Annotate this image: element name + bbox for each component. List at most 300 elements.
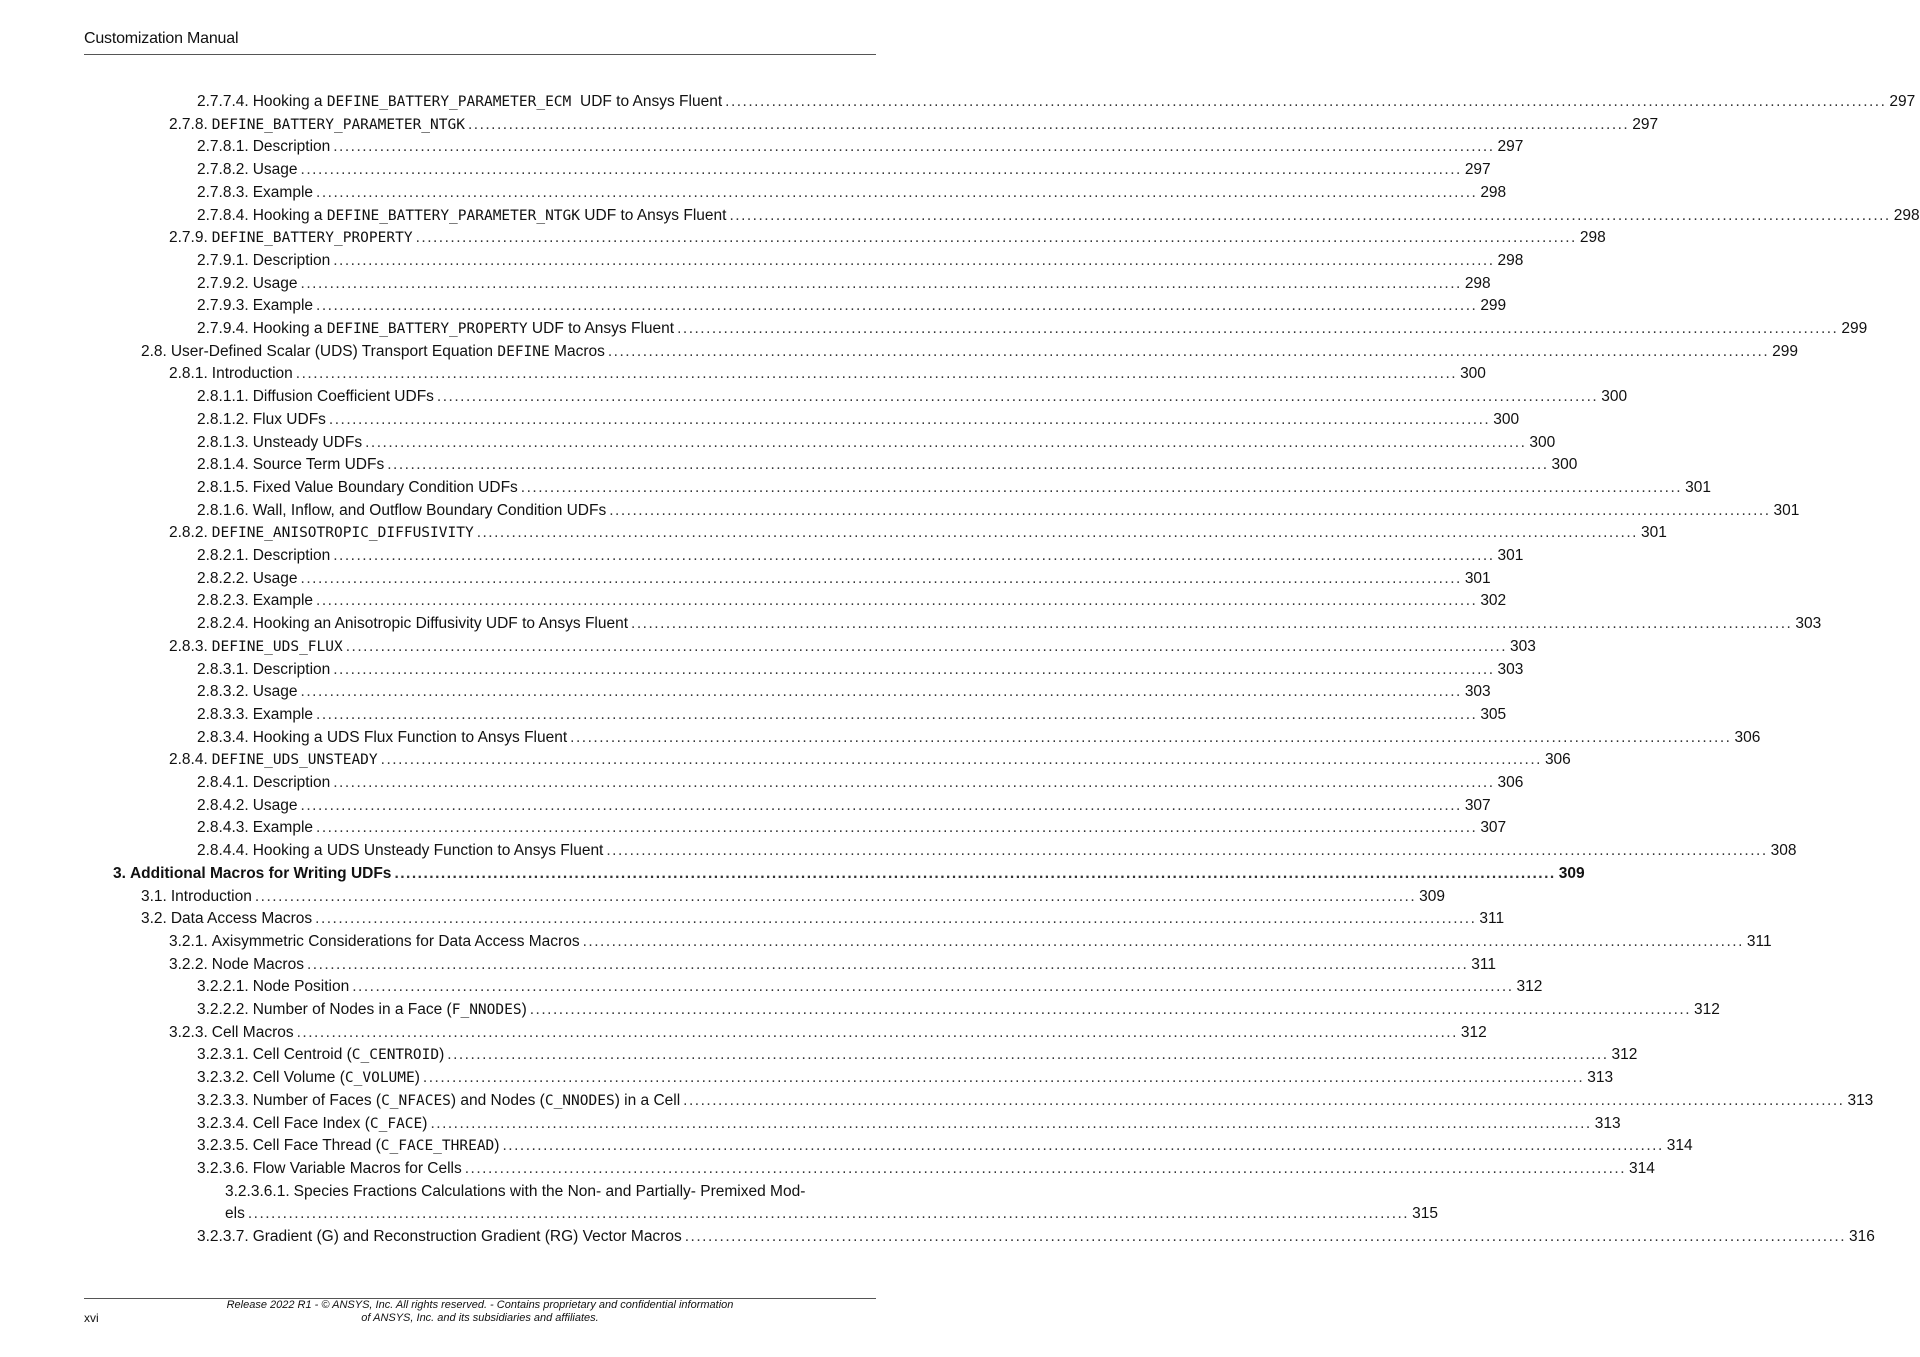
toc-entry[interactable] bbox=[0, 226, 1606, 249]
toc-entry-title bbox=[253, 998, 527, 1022]
toc-entry-number: 2.8.1. bbox=[169, 365, 208, 383]
title-text: Node Position bbox=[252, 978, 350, 996]
toc-page-number: 307 bbox=[1464, 796, 1491, 814]
title-text: User-Defined Scalar (UDS) Transport Equation bbox=[170, 342, 498, 360]
toc-entry[interactable] bbox=[0, 1225, 1875, 1248]
toc-entry[interactable] bbox=[0, 499, 1800, 522]
toc-page-number: 313 bbox=[1587, 1069, 1614, 1087]
toc-page-number: 300 bbox=[1493, 410, 1520, 428]
toc-page-number: 299 bbox=[1772, 342, 1799, 360]
toc-entry-number: 2.7.8.2. bbox=[197, 161, 249, 179]
toc-page-number: 303 bbox=[1464, 683, 1491, 701]
code-identifier: DEFINE_BATTERY_PARAMETER_ECM bbox=[326, 94, 580, 110]
title-text: UDF to Ansys Fluent bbox=[527, 320, 675, 337]
toc-entry-title bbox=[253, 771, 331, 794]
toc-page-number: 309 bbox=[1419, 887, 1446, 905]
copyright-line-2: of ANSYS, Inc. and its subsidiaries and affiliates. bbox=[361, 1312, 599, 1324]
toc-entry-title bbox=[212, 362, 293, 385]
toc-page-number: 306 bbox=[1497, 774, 1524, 791]
toc-entry[interactable] bbox=[0, 907, 1505, 930]
title-text: Hooking a bbox=[252, 320, 327, 337]
dot-leader: ........................................................................................................................................................................................................ bbox=[333, 547, 1495, 564]
toc-entry[interactable] bbox=[0, 294, 1507, 317]
dot-leader: ........................................................................................................................................................................................................ bbox=[316, 183, 1478, 201]
toc-entry-title bbox=[253, 135, 331, 158]
toc-entry[interactable] bbox=[0, 158, 1491, 181]
toc-page-number: 297 bbox=[1497, 138, 1524, 156]
toc-entry[interactable] bbox=[0, 658, 1524, 681]
toc-entry-number: 2.8.4. bbox=[169, 751, 208, 769]
toc-page-number: 316 bbox=[1849, 1228, 1875, 1245]
title-text: Additional Macros for Writing UDFs bbox=[129, 864, 392, 882]
dot-leader: ........................................................................................................................................................................................................ bbox=[380, 751, 1542, 769]
toc-entry-number: 3.2.3. bbox=[169, 1023, 208, 1041]
dot-leader: ........................................................................................................................................................................................................ bbox=[467, 115, 1630, 133]
toc-entry-number: 2.8.3. bbox=[169, 637, 208, 655]
dot-leader: ........................................................................................................................................................................................................ bbox=[352, 978, 1514, 996]
toc-entry[interactable] bbox=[0, 1202, 1438, 1225]
toc-entry-number: 2.8.2. bbox=[169, 524, 208, 542]
toc-entry-title bbox=[253, 1089, 680, 1113]
toc-entry[interactable] bbox=[0, 1134, 1693, 1157]
toc-entry[interactable] bbox=[0, 839, 1797, 862]
toc-entry-number: 2.8.1.1. bbox=[197, 388, 249, 406]
dot-leader: ........................................................................................................................................................................................................ bbox=[296, 1023, 1458, 1041]
toc-entry[interactable] bbox=[0, 771, 1524, 794]
toc-entry-title bbox=[212, 113, 465, 137]
toc-entry-number: 3.2.2.2. bbox=[197, 1001, 249, 1018]
title-text: Diffusion Coefficient UDFs bbox=[252, 388, 434, 406]
title-text: Hooking a bbox=[252, 93, 327, 110]
toc-page-number: 306 bbox=[1544, 751, 1571, 769]
toc-entry[interactable] bbox=[0, 975, 1543, 998]
toc-entry[interactable] bbox=[0, 567, 1491, 590]
toc-page-number: 299 bbox=[1841, 320, 1868, 337]
toc-entry-title bbox=[253, 1043, 445, 1067]
title-text: Example bbox=[252, 297, 314, 315]
toc-entry-title bbox=[253, 249, 331, 272]
dot-leader: ........................................................................................................................................................................................................ bbox=[328, 410, 1491, 428]
toc-page-number: 311 bbox=[1479, 910, 1505, 928]
toc-entry-number: 2.8.2.3. bbox=[197, 592, 249, 610]
dot-leader: ........................................................................................................................................................................................................ bbox=[582, 932, 1744, 950]
dot-leader: ........................................................................................................................................................................................................ bbox=[430, 1114, 1592, 1132]
dot-leader: ........................................................................................................................................................................................................ bbox=[300, 569, 1462, 587]
toc-page-number: 309 bbox=[1558, 864, 1585, 882]
dot-leader: ........................................................................................................................................................................................................ bbox=[254, 887, 1417, 905]
toc-page-number: 298 bbox=[1893, 206, 1920, 224]
title-text: Description bbox=[252, 547, 331, 564]
title-text: Gradient (G) and Reconstruction Gradient (RG) Vector Macros bbox=[252, 1228, 682, 1245]
toc-entry[interactable] bbox=[0, 453, 1578, 476]
title-text: Cell Face Index ( bbox=[252, 1114, 370, 1132]
toc-entry-number: 2.8. bbox=[141, 342, 167, 360]
toc-entry[interactable] bbox=[0, 340, 1799, 363]
dot-leader: ........................................................................................................................................................................................................ bbox=[502, 1137, 1664, 1155]
toc-entry-number: 2.8.1.3. bbox=[197, 433, 249, 451]
toc-entry-title bbox=[253, 544, 331, 567]
toc-entry-number: 3. bbox=[113, 864, 126, 882]
title-text: Number of Nodes in a Face ( bbox=[252, 1001, 452, 1018]
title-text: Data Access Macros bbox=[170, 910, 313, 928]
title-text: Wall, Inflow, and Outflow Boundary Condition UDFs bbox=[252, 501, 607, 519]
toc-page-number: 301 bbox=[1640, 524, 1667, 542]
toc-entry-number: 3.1. bbox=[141, 887, 167, 905]
dot-leader: ........................................................................................................................................................................................................ bbox=[631, 615, 1793, 633]
toc-entry[interactable] bbox=[0, 408, 1520, 431]
toc-entry[interactable] bbox=[0, 113, 1659, 136]
code-identifier: DEFINE_UDS_FLUX bbox=[211, 638, 343, 655]
code-identifier: C_NNODES bbox=[544, 1092, 615, 1109]
toc-entry-number: 3.2.3.6. bbox=[197, 1159, 249, 1177]
title-text: Example bbox=[252, 705, 314, 723]
toc-page-number: 305 bbox=[1480, 705, 1507, 723]
title-text: Node Macros bbox=[211, 955, 304, 973]
toc-entry[interactable] bbox=[0, 816, 1507, 839]
toc-page-number: 314 bbox=[1629, 1159, 1655, 1177]
toc-page-number: 313 bbox=[1594, 1114, 1621, 1132]
toc-entry-title bbox=[253, 90, 722, 114]
title-text: Example bbox=[252, 183, 314, 201]
toc-entry-number: 3.2.2. bbox=[169, 955, 208, 973]
dot-leader: ........................................................................................................................................................................................................ bbox=[422, 1069, 1585, 1087]
dot-leader: ........................................................................................................................................................................................................ bbox=[316, 297, 1478, 315]
toc-entry[interactable] bbox=[0, 544, 1524, 567]
code-identifier: DEFINE_UDS_UNSTEADY bbox=[211, 752, 378, 769]
title-text: UDF to Ansys Fluent bbox=[580, 206, 727, 224]
title-text: Fixed Value Boundary Condition UDFs bbox=[252, 478, 518, 496]
toc-entry-title bbox=[294, 1180, 806, 1203]
dot-leader: ........................................................................................................................................................................................................ bbox=[315, 910, 1477, 928]
toc-entry-title bbox=[253, 317, 674, 341]
title-text: Usage bbox=[252, 683, 298, 701]
toc-entry-number: 2.7.9.1. bbox=[197, 251, 249, 269]
toc-entry-number: 2.7.8.1. bbox=[197, 138, 249, 156]
toc-entry-title bbox=[253, 658, 331, 681]
toc-entry-title bbox=[212, 226, 413, 250]
toc-entry-title bbox=[253, 158, 298, 181]
toc-entry-title bbox=[253, 1225, 682, 1248]
toc-entry-number: 2.8.4.3. bbox=[197, 819, 249, 837]
title-text: Hooking an Anisotropic Diffusivity UDF to Ansys Fluent bbox=[252, 615, 629, 633]
toc-entry-number: 2.8.1.6. bbox=[197, 501, 249, 519]
title-text: Usage bbox=[252, 274, 298, 292]
toc-entry-title bbox=[212, 1021, 294, 1044]
toc-entry[interactable] bbox=[0, 862, 1585, 885]
toc-entry[interactable] bbox=[0, 794, 1491, 817]
toc-page-number: 297 bbox=[1889, 93, 1916, 110]
toc-entry[interactable] bbox=[0, 1066, 1614, 1089]
title-text: Cell Face Thread ( bbox=[252, 1137, 381, 1155]
title-text: Cell Centroid ( bbox=[252, 1046, 352, 1064]
toc-entry-title bbox=[253, 612, 628, 635]
toc-entry[interactable] bbox=[0, 1112, 1621, 1135]
title-text: Cell Volume ( bbox=[252, 1069, 345, 1087]
dot-leader: ........................................................................................................................................................................................................ bbox=[316, 705, 1478, 723]
toc-entry-title bbox=[253, 453, 385, 476]
title-text: Usage bbox=[252, 569, 298, 587]
toc-entry[interactable] bbox=[0, 249, 1524, 272]
header-divider bbox=[84, 54, 876, 55]
toc-page-number: 301 bbox=[1685, 478, 1711, 496]
title-text: Hooking a UDS Unsteady Function to Ansys Fluent bbox=[252, 842, 604, 860]
toc-entry[interactable] bbox=[0, 362, 1486, 385]
toc-entry-number: 3.2.3.2. bbox=[197, 1069, 249, 1087]
toc-page-number: 312 bbox=[1460, 1023, 1487, 1041]
title-text: ) bbox=[439, 1046, 445, 1064]
toc-page-number: 300 bbox=[1551, 456, 1578, 474]
copyright-notice bbox=[200, 1299, 760, 1325]
title-text: ) bbox=[414, 1069, 420, 1087]
toc-entry[interactable] bbox=[0, 272, 1491, 295]
toc-page-number: 311 bbox=[1746, 932, 1772, 950]
toc-entry-number: 2.8.1.4. bbox=[197, 456, 249, 474]
toc-entry-number: 2.7.9.4. bbox=[197, 320, 249, 337]
toc-entry-number: 3.2.3.7. bbox=[197, 1228, 249, 1245]
toc-entry-title bbox=[253, 408, 326, 431]
toc-entry-number: 2.8.4.4. bbox=[197, 842, 249, 860]
toc-entry-title bbox=[253, 181, 313, 204]
toc-entry[interactable] bbox=[0, 431, 1556, 454]
toc-entry-number: 3.2.2.1. bbox=[197, 978, 249, 996]
toc-page-number: 300 bbox=[1529, 433, 1556, 451]
toc-page-number: 303 bbox=[1497, 660, 1524, 678]
dot-leader: ........................................................................................................................................................................................................ bbox=[570, 728, 1732, 746]
dot-leader: ........................................................................................................................................................................................................ bbox=[725, 93, 1887, 110]
dot-leader: ........................................................................................................................................................................................................ bbox=[729, 206, 1891, 224]
toc-page-number: 301 bbox=[1773, 501, 1800, 519]
title-text: Flux UDFs bbox=[252, 410, 326, 428]
dot-leader: ........................................................................................................................................................................................................ bbox=[333, 774, 1495, 791]
toc-page-number: 298 bbox=[1464, 274, 1491, 292]
title-text: Number of Faces ( bbox=[252, 1091, 382, 1109]
toc-entry-title bbox=[253, 272, 298, 295]
toc-page-number: 311 bbox=[1471, 955, 1496, 973]
title-text: Description bbox=[252, 660, 331, 678]
toc-entry-title bbox=[253, 794, 298, 817]
toc-entry[interactable] bbox=[0, 726, 1761, 749]
toc-entry-title bbox=[253, 294, 313, 317]
toc-entry-title bbox=[253, 1112, 428, 1136]
toc-entry[interactable] bbox=[0, 521, 1667, 544]
dot-leader: ........................................................................................................................................................................................................ bbox=[683, 1091, 1845, 1109]
toc-entry-title bbox=[253, 499, 607, 522]
toc-entry[interactable] bbox=[0, 181, 1507, 204]
code-identifier: DEFINE_BATTERY_PROPERTY bbox=[326, 321, 528, 337]
toc-entry-number: 3.2.3.1. bbox=[197, 1046, 249, 1064]
toc-entry-number: 2.8.2.4. bbox=[197, 615, 249, 633]
code-identifier: DEFINE_BATTERY_PROPERTY bbox=[211, 230, 413, 247]
toc-entry-number: 2.8.1.5. bbox=[197, 478, 249, 496]
dot-leader: ........................................................................................................................................................................................................ bbox=[345, 637, 1508, 655]
toc-page-number: 300 bbox=[1601, 388, 1628, 406]
title-text: Usage bbox=[252, 161, 298, 179]
toc-entry[interactable] bbox=[0, 317, 1868, 340]
toc-entry[interactable] bbox=[0, 385, 1628, 408]
code-identifier: C_CENTROID bbox=[351, 1047, 440, 1064]
title-text: Unsteady UDFs bbox=[252, 433, 363, 451]
title-text: Usage bbox=[252, 796, 298, 814]
dot-leader: ........................................................................................................................................................................................................ bbox=[387, 456, 1549, 474]
code-identifier: C_VOLUME bbox=[344, 1070, 415, 1087]
toc-entry[interactable] bbox=[0, 204, 1920, 227]
title-text: Example bbox=[252, 819, 314, 837]
toc-entry[interactable] bbox=[0, 635, 1536, 658]
toc-entry-title bbox=[253, 204, 727, 228]
dot-leader: ........................................................................................................................................................................................................ bbox=[415, 229, 1577, 247]
title-text: Flow Variable Macros for Cells bbox=[252, 1159, 462, 1177]
toc-entry-title bbox=[253, 975, 350, 998]
toc-entry-title bbox=[253, 1066, 420, 1090]
toc-entry[interactable] bbox=[0, 1021, 1487, 1044]
toc-entry[interactable] bbox=[0, 1089, 1874, 1112]
dot-leader: ........................................................................................................................................................................................................ bbox=[333, 251, 1495, 269]
toc-entry[interactable] bbox=[0, 703, 1507, 726]
dot-leader: ........................................................................................................................................................................................................ bbox=[300, 796, 1462, 814]
toc-entry-title bbox=[171, 907, 312, 930]
toc-entry[interactable] bbox=[0, 953, 1496, 976]
toc-entry-number: 2.8.3.2. bbox=[197, 683, 249, 701]
toc-entry[interactable] bbox=[0, 1157, 1655, 1180]
toc-entry-number: 2.7.8.3. bbox=[197, 183, 249, 201]
dot-leader: ........................................................................................................................................................................................................ bbox=[476, 524, 1638, 542]
toc-entry[interactable] bbox=[0, 476, 1711, 499]
toc-entry-title bbox=[253, 589, 313, 612]
toc-entry-title bbox=[212, 521, 474, 545]
toc-entry-number: 2.8.3.4. bbox=[197, 728, 249, 746]
toc-entry-number: 2.7.8. bbox=[169, 115, 208, 133]
toc-page-number: 299 bbox=[1480, 297, 1507, 315]
toc-page-number: 312 bbox=[1694, 1001, 1720, 1018]
title-text: ) bbox=[494, 1137, 500, 1155]
toc-entry-title bbox=[253, 476, 518, 499]
title-text: Source Term UDFs bbox=[252, 456, 385, 474]
toc-entry-title bbox=[253, 1134, 500, 1158]
toc-entry-number: 2.7.9. bbox=[169, 229, 208, 247]
toc-entry[interactable] bbox=[0, 885, 1446, 908]
code-identifier: F_NNODES bbox=[451, 1002, 522, 1018]
toc-entry[interactable] bbox=[0, 135, 1524, 158]
toc-entry-number: 3.2.1. bbox=[169, 932, 208, 950]
toc-page-number: 307 bbox=[1480, 819, 1507, 837]
toc-page-number: 301 bbox=[1464, 569, 1491, 587]
toc-entry-number: 3.2.3.4. bbox=[197, 1114, 249, 1132]
toc-entry-number: 3.2. bbox=[141, 910, 167, 928]
toc-entry-title bbox=[253, 1157, 462, 1180]
title-text: UDF to Ansys Fluent bbox=[580, 93, 723, 110]
toc-entry-number: 3.2.3.5. bbox=[197, 1137, 249, 1155]
toc-page-number: 312 bbox=[1516, 978, 1543, 996]
toc-entry[interactable] bbox=[0, 930, 1772, 953]
toc-page-number: 298 bbox=[1579, 229, 1606, 247]
title-text: els bbox=[225, 1205, 245, 1223]
title-text: Macros bbox=[549, 342, 605, 360]
dot-leader: ........................................................................................................................................................................................................ bbox=[520, 478, 1683, 496]
title-text: Hooking a UDS Flux Function to Ansys Fluent bbox=[252, 728, 568, 746]
toc-entry-title bbox=[253, 431, 362, 454]
dot-leader: ........................................................................................................................................................................................................ bbox=[606, 842, 1768, 860]
dot-leader: ........................................................................................................................................................................................................ bbox=[447, 1046, 1609, 1064]
toc-entry[interactable] bbox=[0, 1043, 1638, 1066]
toc-entry-number: 2.8.2.1. bbox=[197, 547, 249, 564]
title-text: Introduction bbox=[170, 887, 252, 905]
toc-entry-title bbox=[171, 885, 252, 908]
code-identifier: DEFINE_BATTERY_PARAMETER_NTGK bbox=[326, 207, 580, 224]
dot-leader: ........................................................................................................................................................................................................ bbox=[607, 342, 1770, 360]
toc-entry-number: 3.2.3.3. bbox=[197, 1091, 249, 1109]
toc-entry[interactable] bbox=[0, 1180, 876, 1203]
title-text: Introduction bbox=[211, 365, 293, 383]
toc-entry-title bbox=[253, 703, 313, 726]
toc-entry[interactable] bbox=[0, 998, 1720, 1021]
title-text: ) bbox=[521, 1001, 527, 1018]
toc-entry[interactable] bbox=[0, 589, 1507, 612]
dot-leader: ........................................................................................................................................................................................................ bbox=[306, 955, 1469, 973]
dot-leader: ........................................................................................................................................................................................................ bbox=[247, 1205, 1410, 1223]
dot-leader: ........................................................................................................................................................................................................ bbox=[333, 138, 1495, 156]
toc-page-number: 314 bbox=[1666, 1137, 1693, 1155]
dot-leader: ........................................................................................................................................................................................................ bbox=[295, 365, 1458, 383]
dot-leader: ........................................................................................................................................................................................................ bbox=[394, 864, 1556, 882]
toc-page-number: 300 bbox=[1460, 365, 1486, 383]
title-text: ) and Nodes ( bbox=[450, 1091, 545, 1109]
code-identifier: C_NFACES bbox=[381, 1092, 451, 1109]
toc-entry-number: 3.2.3.6.1. bbox=[225, 1182, 290, 1200]
dot-leader: ........................................................................................................................................................................................................ bbox=[365, 433, 1527, 451]
toc-entry-number: 2.8.3.1. bbox=[197, 660, 249, 678]
toc-page-number: 303 bbox=[1510, 637, 1536, 655]
toc-entry-number: 2.7.8.4. bbox=[197, 206, 249, 224]
toc-entry-title bbox=[212, 635, 343, 659]
toc-entry-number: 2.8.3.3. bbox=[197, 705, 249, 723]
code-identifier: DEFINE_BATTERY_PARAMETER_NTGK bbox=[211, 116, 465, 133]
code-identifier: DEFINE_ANISOTROPIC_DIFFUSIVITY bbox=[211, 525, 474, 542]
dot-leader: ........................................................................................................................................................................................................ bbox=[316, 592, 1478, 610]
toc-entry[interactable] bbox=[0, 612, 1822, 635]
toc-page-number: 297 bbox=[1464, 161, 1491, 179]
toc-entry[interactable] bbox=[0, 680, 1491, 703]
toc-page-number: 298 bbox=[1497, 251, 1524, 269]
copyright-line-1: Release 2022 R1 - © ANSYS, Inc. All rights reserved. - Contains proprietary and confidential information bbox=[226, 1299, 734, 1311]
toc-page-number: 298 bbox=[1480, 183, 1507, 201]
toc-page-number: 315 bbox=[1412, 1205, 1438, 1223]
toc-entry-number: 2.7.9.2. bbox=[197, 274, 249, 292]
toc-entry-title bbox=[130, 862, 392, 885]
toc-page-number: 308 bbox=[1770, 842, 1797, 860]
toc-page-number: 302 bbox=[1480, 592, 1507, 610]
title-text: Description bbox=[252, 138, 331, 156]
toc-entry-number: 2.8.2.2. bbox=[197, 569, 249, 587]
toc-page-number: 297 bbox=[1632, 115, 1659, 133]
toc-entry[interactable] bbox=[0, 748, 1571, 771]
toc-entry-title bbox=[253, 839, 604, 862]
toc-page-number: 306 bbox=[1734, 728, 1761, 746]
toc-entry[interactable] bbox=[0, 90, 1916, 113]
dot-leader: ........................................................................................................................................................................................................ bbox=[677, 320, 1839, 337]
title-text: Cell Macros bbox=[211, 1023, 294, 1041]
toc-entry-title bbox=[253, 726, 567, 749]
toc-page-number: 312 bbox=[1611, 1046, 1638, 1064]
title-text: Example bbox=[252, 592, 314, 610]
toc-entry-title bbox=[212, 748, 378, 772]
title-text: Description bbox=[252, 774, 331, 791]
dot-leader: ........................................................................................................................................................................................................ bbox=[333, 660, 1495, 678]
code-identifier: C_FACE_THREAD bbox=[380, 1138, 495, 1155]
toc-entry-number: 2.8.4.2. bbox=[197, 796, 249, 814]
dot-leader: ........................................................................................................................................................................................................ bbox=[464, 1159, 1627, 1177]
toc-entry-title bbox=[253, 385, 434, 408]
toc-entry-number: 2.8.4.1. bbox=[197, 774, 249, 791]
